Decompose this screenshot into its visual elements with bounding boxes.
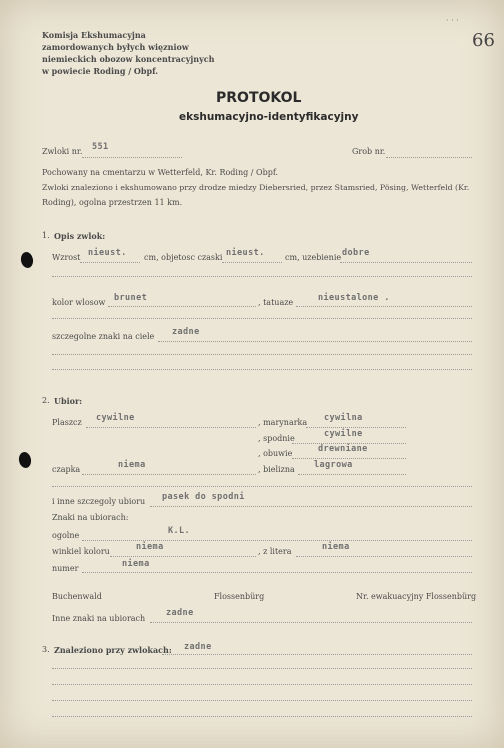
plaszcz-value: cywilne bbox=[96, 413, 135, 423]
intro-line-3: Roding), ogolna przestrzen 11 km. bbox=[42, 198, 183, 207]
section2-heading: Ubior: bbox=[54, 396, 83, 406]
znaki-value: zadne bbox=[172, 327, 200, 337]
numer-label: numer bbox=[52, 564, 79, 573]
bielizna-label: , bielizna bbox=[258, 465, 295, 474]
page-subtitle: ekshumacyjno-identyfikacyjny bbox=[179, 111, 359, 123]
bielizna-value: lagrowa bbox=[314, 460, 353, 470]
section3-heading: Znaleziono przy zwlokach: bbox=[54, 645, 172, 655]
wzrost-value: nieust. bbox=[88, 248, 127, 258]
corner-marks: · · · bbox=[446, 16, 459, 25]
intro-line-2: Zwloki znaleziono i ekshumowano przy drodze miedzy Diebersried, przez Stamsried, Pösing, Wetterfeld (Kr. bbox=[42, 183, 470, 192]
litera-label: , z litera bbox=[258, 547, 292, 556]
kolor-label: kolor wlosow bbox=[52, 298, 106, 307]
inne-value: pasek do spodni bbox=[162, 492, 245, 502]
marynarka-label: , marynarka bbox=[258, 418, 308, 427]
section1-heading: Opis zwlok: bbox=[54, 231, 106, 241]
punch-hole-bottom bbox=[18, 451, 33, 469]
tatuaze-label: , tatuaze bbox=[258, 298, 294, 307]
header-line-4: w powiecie Roding / Obpf. bbox=[42, 66, 159, 76]
kolor-value: brunet bbox=[114, 293, 148, 303]
inne-znaki-label: Inne znaki na ubiorach bbox=[52, 614, 146, 623]
ogolne-value: K.L. bbox=[168, 526, 191, 536]
section1-number: 1. bbox=[42, 231, 50, 240]
inne-znaki-value: zadne bbox=[166, 608, 194, 618]
header-line-2: zamordowanych byłych więzniow bbox=[42, 42, 189, 52]
czaska-value: nieust. bbox=[226, 248, 265, 258]
zwloki-value: 551 bbox=[92, 142, 109, 152]
czapka-label: czapka bbox=[52, 465, 81, 474]
header-line-3: niemieckich obozow koncentracyjnych bbox=[42, 54, 215, 64]
wzrost-label: Wzrost bbox=[52, 253, 81, 262]
flossenburg-label: Flossenbürg bbox=[214, 592, 265, 601]
inne-label: i inne szczegoly ubioru bbox=[52, 497, 146, 506]
uzebienie-label: cm, uzebienie bbox=[285, 253, 342, 262]
uzebienie-value: dobre bbox=[342, 248, 370, 258]
winkiel-label: winkiel koloru bbox=[52, 547, 110, 556]
page-number: 66 bbox=[472, 30, 495, 51]
section3-value: zadne bbox=[184, 642, 212, 652]
obuwie-value: drewniane bbox=[318, 444, 368, 454]
litera-value: niema bbox=[322, 542, 350, 552]
obuwie-label: , obuwie bbox=[258, 449, 293, 458]
tatuaze-value: nieustalone . bbox=[318, 293, 390, 303]
buchenwald-label: Buchenwald bbox=[52, 592, 102, 601]
intro-line-1: Pochowany na cmentarzu w Wetterfeld, Kr. Roding / Obpf. bbox=[42, 168, 279, 177]
section3-number: 3. bbox=[42, 645, 50, 654]
marynarka-value: cywilna bbox=[324, 413, 363, 423]
zwloki-label: Zwloki nr. bbox=[42, 147, 83, 156]
znaki-ubiorach-label: Znaki na ubiorach: bbox=[52, 513, 129, 522]
czaska-label: cm, objetosc czaski bbox=[144, 253, 223, 262]
ogolne-label: ogolne bbox=[52, 531, 80, 540]
winkiel-value: niema bbox=[136, 542, 164, 552]
punch-hole-top bbox=[20, 251, 35, 269]
page-title: PROTOKOL bbox=[216, 90, 302, 106]
grob-label: Grob nr. bbox=[352, 147, 386, 156]
section2-number: 2. bbox=[42, 396, 50, 405]
plaszcz-label: Plaszcz bbox=[52, 418, 82, 427]
numer-value: niema bbox=[122, 559, 150, 569]
ewakuacyjny-label: Nr. ewakuacyjny Flossenbürg bbox=[356, 592, 477, 601]
spodnie-label: , spodnie bbox=[258, 434, 295, 443]
spodnie-value: cywilne bbox=[324, 429, 363, 439]
znaki-label: szczegolne znaki na ciele bbox=[52, 332, 155, 341]
header-line-1: Komisja Ekshumacyjna bbox=[42, 30, 146, 40]
czapka-value: niema bbox=[118, 460, 146, 470]
